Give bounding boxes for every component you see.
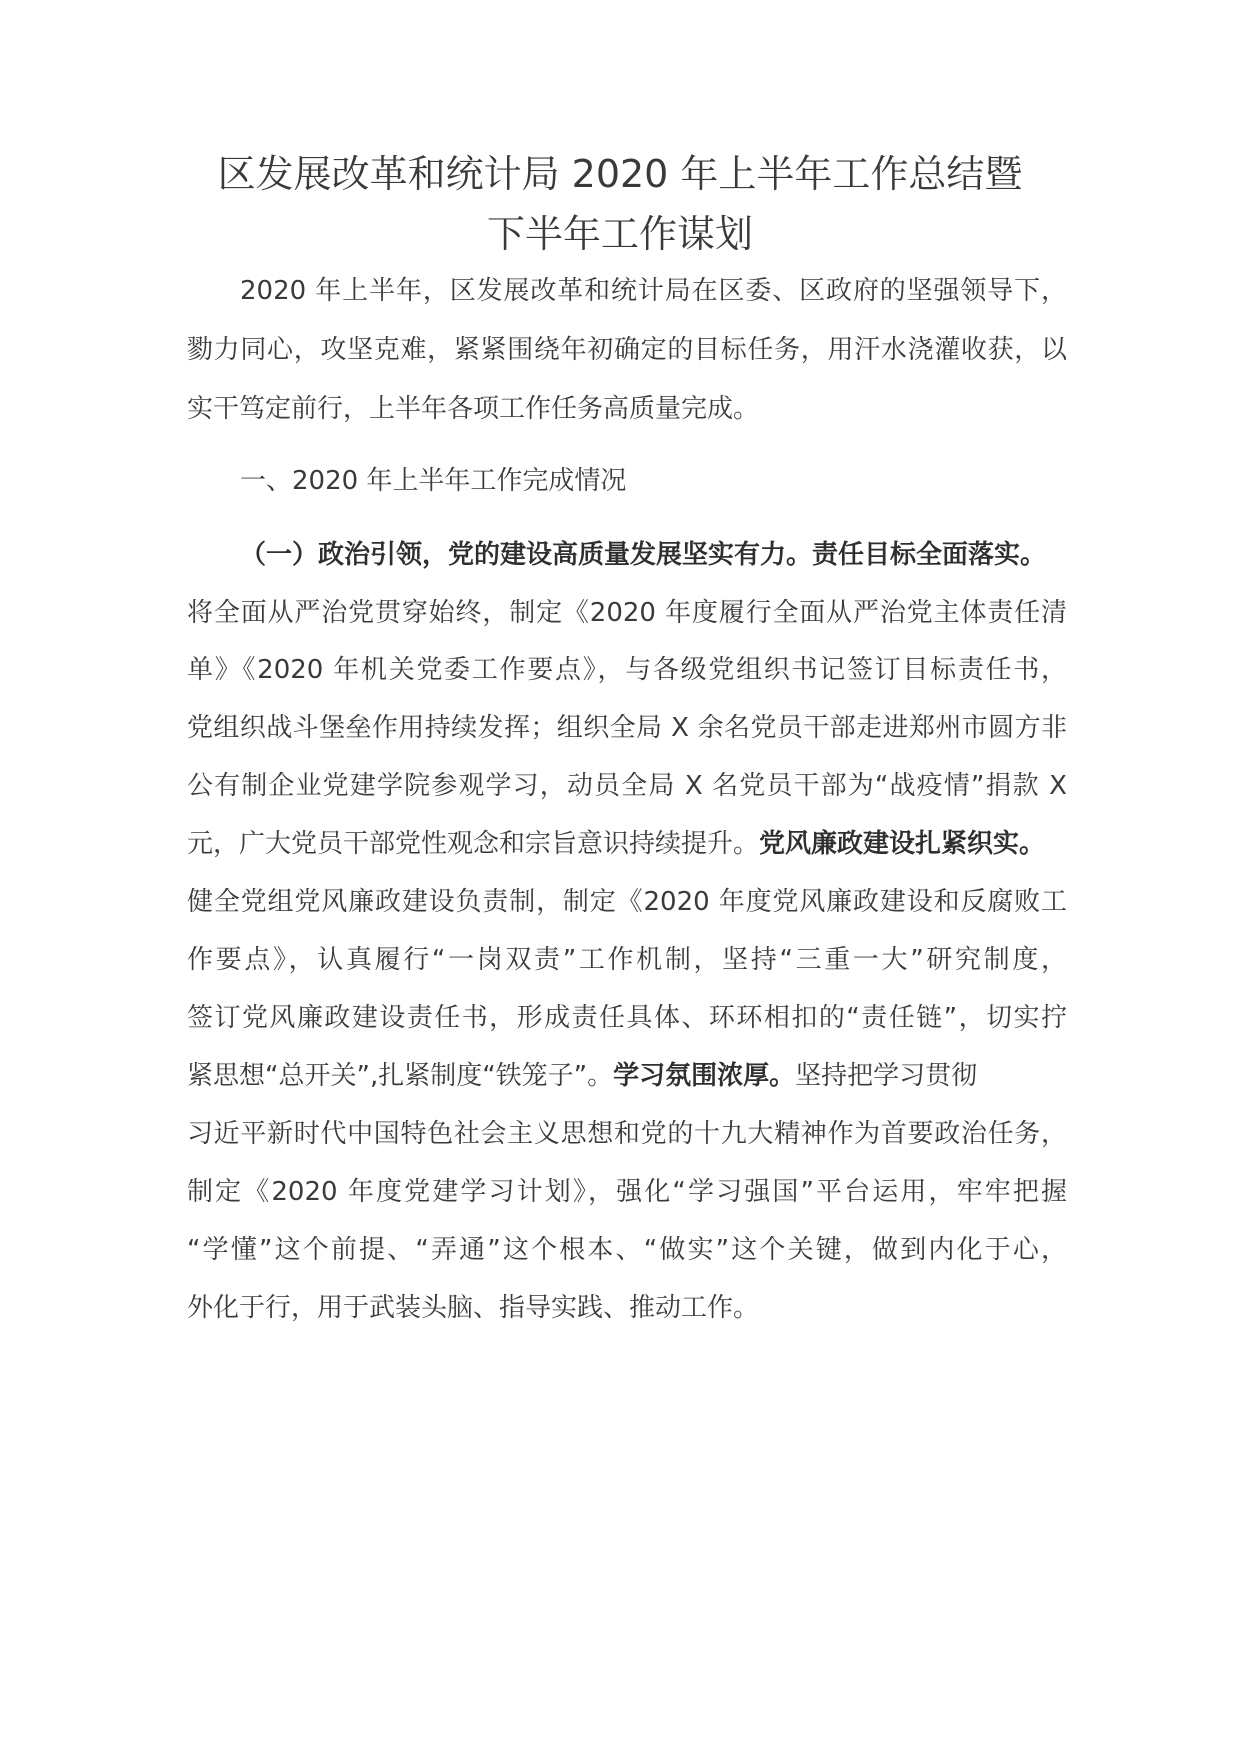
body-line-5-bold: 党风廉政建设扎紧织实。 [759, 829, 1046, 859]
body-line-3: 党组织战斗堡垒作用持续发挥；组织全局 X 余名党员干部走进郑州市圆方非 [187, 713, 1067, 743]
body-line-12: “学懂”这个前提、“弄通”这个根本、“做实”这个关键，做到内化于心， [187, 1235, 1067, 1265]
body-line-8: 签订党风廉政建设责任书，形成责任具体、环环相扣的“责任链”，切实拧 [187, 1003, 1067, 1033]
body-line-13: 外化于行，用于武装头脑、指导实践、推动工作。 [187, 1293, 760, 1323]
document-title-line-2: 下半年工作谋划 [486, 212, 753, 256]
body-line-7: 作要点》，认真履行“一岗双责”工作机制，坚持“三重一大”研究制度， [187, 945, 1067, 975]
body-line-5-text: 元，广大党员干部党性观念和宗旨意识持续提升。 [187, 829, 760, 859]
body-line-10: 习近平新时代中国特色社会主义思想和党的十九大精神作为首要政治任务， [187, 1119, 1067, 1149]
body-line-2: 单》《2020 年机关党委工作要点》，与各级党组织书记签订目标责任书， [187, 655, 1067, 685]
body-line-9 [187, 1059, 1067, 1093]
subsection-heading: （一）政治引领，党的建设高质量发展坚实有力。责任目标全面落实。 [240, 540, 1047, 570]
body-line-9-tail: 坚持把学习贯彻 [795, 1061, 978, 1091]
body-line-5 [187, 827, 1067, 861]
body-line-11: 制定《2020 年度党建学习计划》，强化“学习强国”平台运用，牢牢把握 [187, 1177, 1067, 1207]
body-line-9-text: 紧思想“总开关”,扎紧制度“铁笼子”。 [187, 1061, 614, 1091]
intro-line-1: 2020 年上半年，区发展改革和统计局在区委、区政府的坚强领导下， [240, 276, 1067, 306]
section-heading: 一、2020 年上半年工作完成情况 [240, 466, 627, 496]
body-line-1: 将全面从严治党贯穿始终，制定《2020 年度履行全面从严治党主体责任清 [187, 598, 1067, 628]
intro-line-3: 实干笃定前行，上半年各项工作任务高质量完成。 [187, 394, 760, 424]
document-title-line-1: 区发展改革和统计局 2020 年上半年工作总结暨 [217, 152, 1023, 196]
intro-line-2: 勠力同心，攻坚克难，紧紧围绕年初确定的目标任务，用汗水浇灌收获，以 [187, 335, 1067, 365]
body-line-6: 健全党组党风廉政建设负责制，制定《2020 年度党风廉政建设和反腐败工 [187, 887, 1067, 917]
body-line-9-bold: 学习氛围浓厚。 [613, 1061, 796, 1091]
body-line-4: 公有制企业党建学院参观学习，动员全局 X 名党员干部为“战疫情”捐款 X [187, 771, 1067, 801]
